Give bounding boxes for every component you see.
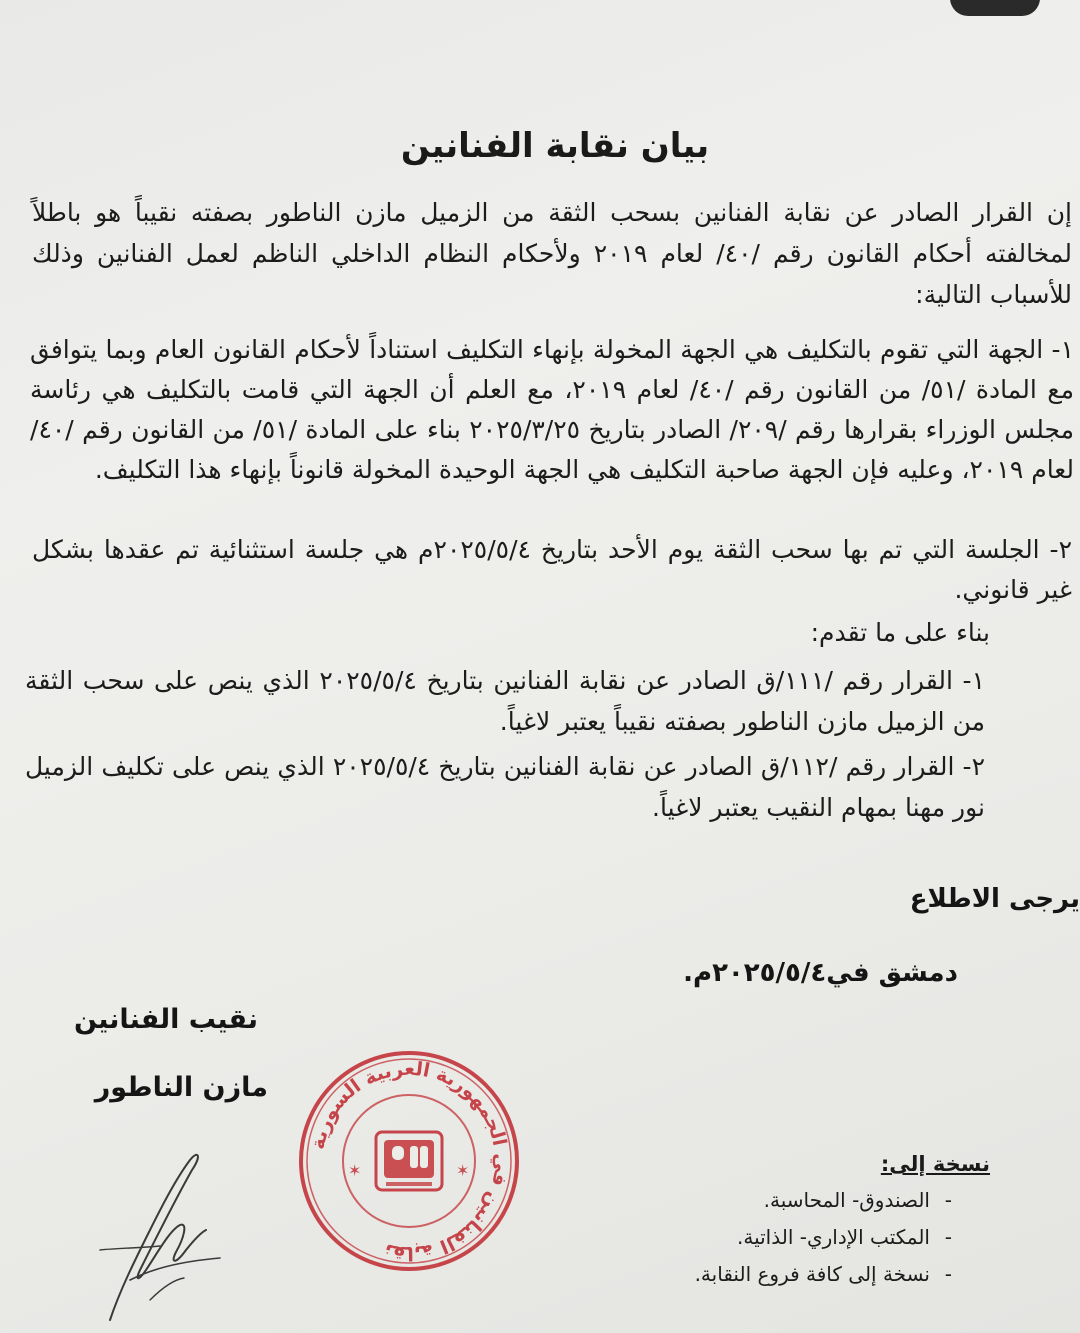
copies-list-item: -الصندوق- المحاسبة. [763, 1188, 952, 1212]
reason-paragraph-2: ٢- الجلسة التي تم بها سحب الثقة يوم الأحد بتاريخ ٢٠٢٥/٥/٤م هي جلسة استثنائية تم عقدها بشكل غير قانوني. [32, 535, 1072, 604]
copies-list-item: -المكتب الإداري- الذاتية. [737, 1225, 952, 1249]
seal-outer-text: نقابة الفنانين في الجمهورية العربية السورية [306, 1057, 513, 1265]
decision-item-1: ١- القرار رقم /١١١/ق الصادر عن نقابة الفنانين بتاريخ ٢٠٢٥/٥/٤ الذي ينص على سحب الثقة من الزميل مازن الناطور بصفته نقيباً يعتبر لاغياً. [25, 666, 986, 736]
place-date: دمشق في٢٠٢٥/٥/٤م. [683, 958, 958, 988]
reason-paragraph-1: ١- الجهة التي تقوم بالتكليف هي الجهة المخولة بإنهاء التكليف استناداً لأحكام القانون العام وبما يتوافق مع المادة /٥١/ من القانون رقم /٤٠/ لعام ٢٠١٩، مع العلم أن الجهة التي قامت بالتكليف هي رئاسة مجلس الوزراء بقرارها رقم /٢٠٩/ الصادر بتاريخ ٢٠٢٥/٣/٢٥ بناء على المادة /٥١/ من القانون رقم /٤٠/ لعام ٢٠١٩، وعليه فإن الجهة صاحبة التكليف هي الجهة الوحيدة المخولة قانوناً بإنهاء هذا التكليف. [30, 335, 1075, 484]
copy-recipient-2: المكتب الإداري- الذاتية. [737, 1225, 930, 1249]
basis-heading: بناء على ما تقدم: [810, 618, 990, 647]
notice-line: يرجى الاطلاع [909, 884, 1080, 914]
decision-item-2: ٢- القرار رقم /١١٢/ق الصادر عن نقابة الفنانين بتاريخ ٢٠٢٥/٥/٤ الذي ينص على تكليف الزميل نور مهنا بمهام النقيب يعتبر لاغياً. [25, 752, 985, 822]
copies-list [695, 1182, 952, 1293]
document-title: بيان نقابة الفنانين [400, 126, 710, 166]
svg-text:✶: ✶ [348, 1161, 362, 1180]
copy-recipient-1: الصندوق- المحاسبة. [763, 1188, 930, 1212]
copies-heading: نسخة إلى: [880, 1152, 990, 1176]
photo-corner-shadow [950, 0, 1040, 16]
intro-paragraph: إن القرار الصادر عن نقابة الفنانين بسحب الثقة من الزميل مازن الناطور بصفته نقيباً هو باطلاً لمخالفته أحكام القانون رقم /٤٠/ لعام ٢٠١٩ ولأحكام النظام الداخلي الناظم لعمل الفنانين وذلك للأسباب التالية: [32, 198, 1073, 309]
svg-text:✶: ✶ [456, 1161, 470, 1180]
signatory-name: مازن الناطور [94, 1072, 268, 1103]
copies-list-item: -نسخة إلى كافة فروع النقابة. [694, 1262, 952, 1286]
copy-recipient-3: نسخة إلى كافة فروع النقابة. [694, 1262, 930, 1286]
signature [80, 1130, 230, 1330]
signatory-title: نقيب الفنانين [73, 1004, 258, 1035]
union-seal-stamp [296, 1048, 522, 1274]
